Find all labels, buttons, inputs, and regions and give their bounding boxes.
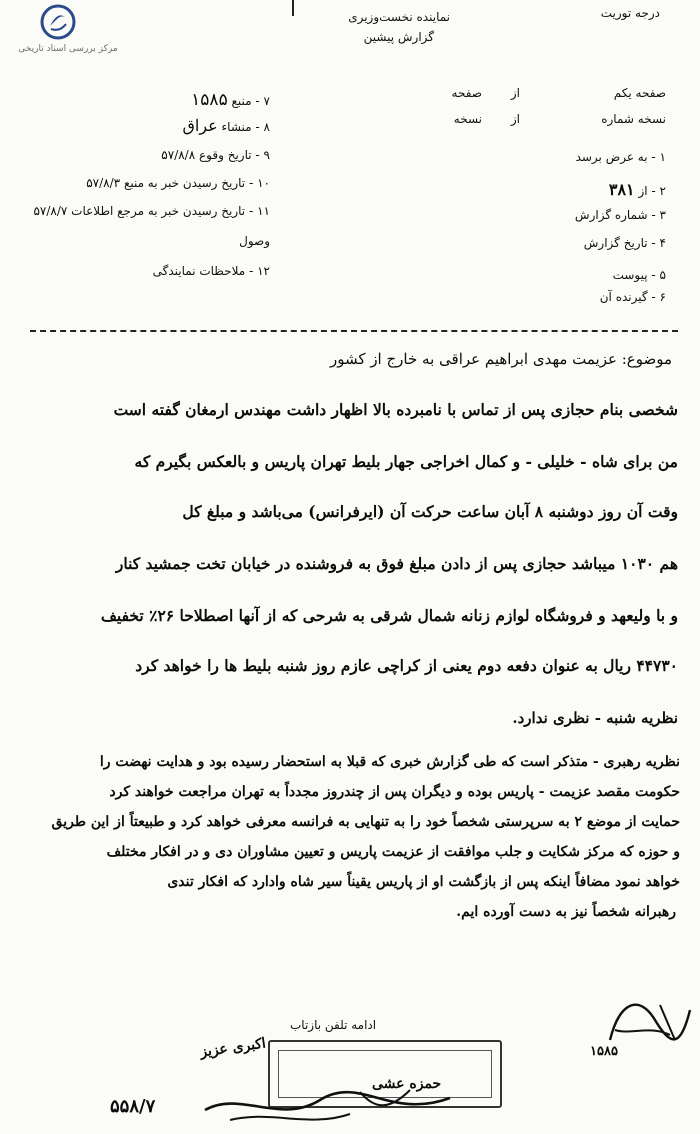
- body-line-3: وقت آن روز دوشنبه ۸ آبان ساعت حرکت آن (ایرفرانس) می‌باشد و مبلغ کل: [182, 502, 678, 521]
- field-copy-from: از: [510, 112, 520, 126]
- signature-right-scribble-icon: [600, 990, 695, 1060]
- field-office-received: ۱۱ - تاریخ رسیدن خبر به مرجع اطلاعات ۵۷/۸/۷: [33, 204, 270, 218]
- field-page-to: صفحه: [451, 86, 482, 100]
- signature-left-scribble-icon: [200, 1080, 460, 1132]
- body-line-5: و با ولیعهد و فروشگاه لوازم زنانه شمال شرقی به شرحی که از آنها اصطلاحا ۲۶٪ تخفیف: [100, 606, 678, 625]
- closing-line: نظریه شنبه - نظری ندارد.: [512, 709, 678, 727]
- field-origin-value: عراق: [182, 116, 218, 135]
- body-line-6: ۴۴۷۳۰ ریال به عنوان دفعه دوم یعنی از کراچی عازم روز شنبه بلیط ها را خواهد کرد: [135, 656, 678, 675]
- field-page-from: از: [510, 86, 520, 100]
- body-line-2: من برای شاه - خلیلی - و کمال اخراجی جهار بلیط تهران پاریس و بالعکس بگیرم که: [134, 452, 678, 471]
- field-source-value: ۱۵۸۵: [191, 90, 228, 110]
- archive-logo-caption: مرکز بررسی اسناد تاریخی: [18, 44, 118, 54]
- body2-line-6: رهبرانه شخصاً نیز به دست آورده ایم.: [456, 904, 676, 920]
- field-event-date: ۹ - تاریخ وقوع ۵۷/۸/۸: [161, 148, 270, 162]
- archive-logo-mark-icon: [40, 4, 76, 40]
- field-from: ۲ - از ۳۸۱: [608, 180, 666, 199]
- field-page: صفحه یکم: [613, 86, 666, 100]
- body-line-4: هم ۱۰۳۰ میباشد حجازی پس از دادن مبلغ فوق به فروشنده در خیابان تخت جمشید کنار: [115, 554, 678, 573]
- signature-left-name: اکبری عزیز: [199, 1035, 267, 1061]
- body2-line-3: حمایت از موضع ۲ به سرپرستی شخصاً خود را به تنهایی به فرانسه معرفی خواهد کرد و طبیعتاً از این طریق: [51, 814, 680, 830]
- field-copy-to: نسخه: [453, 112, 482, 126]
- field-report-number: ۳ - شماره گزارش: [574, 208, 666, 222]
- footer-org: ادامه تلفن بازتاب: [290, 1018, 377, 1032]
- body-line-1: شخصی بنام حجازی پس از تماس با نامبرده بالا اظهار داشت مهندس ارمغان گفته است: [113, 400, 678, 419]
- signature-right-date: ۱۵۸۵: [590, 1044, 618, 1059]
- subject-line: موضوع: عزیمت مهدی ابراهیم عراقی به خارج از کشور: [330, 350, 672, 368]
- archive-logo: [12, 4, 122, 60]
- report-type: گزارش پیشین: [363, 30, 434, 44]
- signature-left-code: ۵۵۸/۷: [110, 1096, 156, 1117]
- field-source-received: ۱۰ - تاریخ رسیدن خبر به منبع ۵۷/۸/۳: [86, 176, 270, 190]
- field-attachment: ۵ - پیوست: [612, 268, 666, 282]
- field-remarks: ۱۲ - ملاحظات نمایندگی: [152, 264, 270, 278]
- field-report-to: ۱ - به عرض برسد: [575, 150, 666, 164]
- field-copy: نسخه شماره: [601, 112, 666, 126]
- body2-line-5: خواهد نمود مضافاً اینکه پس از بازگشت او از پاریس یقیناً سیر شاه وادارد که افکار تندی: [167, 874, 680, 890]
- field-office-received-value: ۵۷/۸/۷: [33, 204, 68, 218]
- body2-line-1: نظریه رهبری - متذکر است که طی گزارش خبری که قبلا به استحضار رسیده بود و هدایت نهضت را: [99, 754, 680, 770]
- field-recipient: ۶ - گیرنده آن: [599, 290, 666, 304]
- security-level: درجه توریت: [600, 6, 660, 20]
- field-report-date: ۴ - تاریخ گزارش: [583, 236, 666, 250]
- signature-right-text: حمزه عشی: [372, 1076, 442, 1092]
- org-name: نماینده نخست‌وزیری: [348, 10, 450, 24]
- field-source-received-value: ۵۷/۸/۳: [86, 176, 121, 190]
- field-source: ۷ - منبع ۱۵۸۵: [191, 90, 270, 110]
- field-event-date-value: ۵۷/۸/۸: [161, 148, 196, 162]
- field-from-value: ۳۸۱: [608, 180, 635, 199]
- section-divider: [30, 330, 678, 332]
- field-origin: ۸ - منشاء عراق: [182, 116, 270, 135]
- body2-line-2: حکومت مقصد عزیمت - پاریس بوده و دیگران پس از چندروز مجدداً به تهران مراجعت خواهند کرد: [109, 784, 680, 800]
- field-receipt: وصول: [239, 234, 270, 248]
- body2-line-4: و حوزه که مرکز شکایت و جلب موافقت از عزیمت پاریس و تعیین مشاوران دی و در افکار مختلف: [106, 844, 680, 860]
- header-tick: [292, 0, 294, 16]
